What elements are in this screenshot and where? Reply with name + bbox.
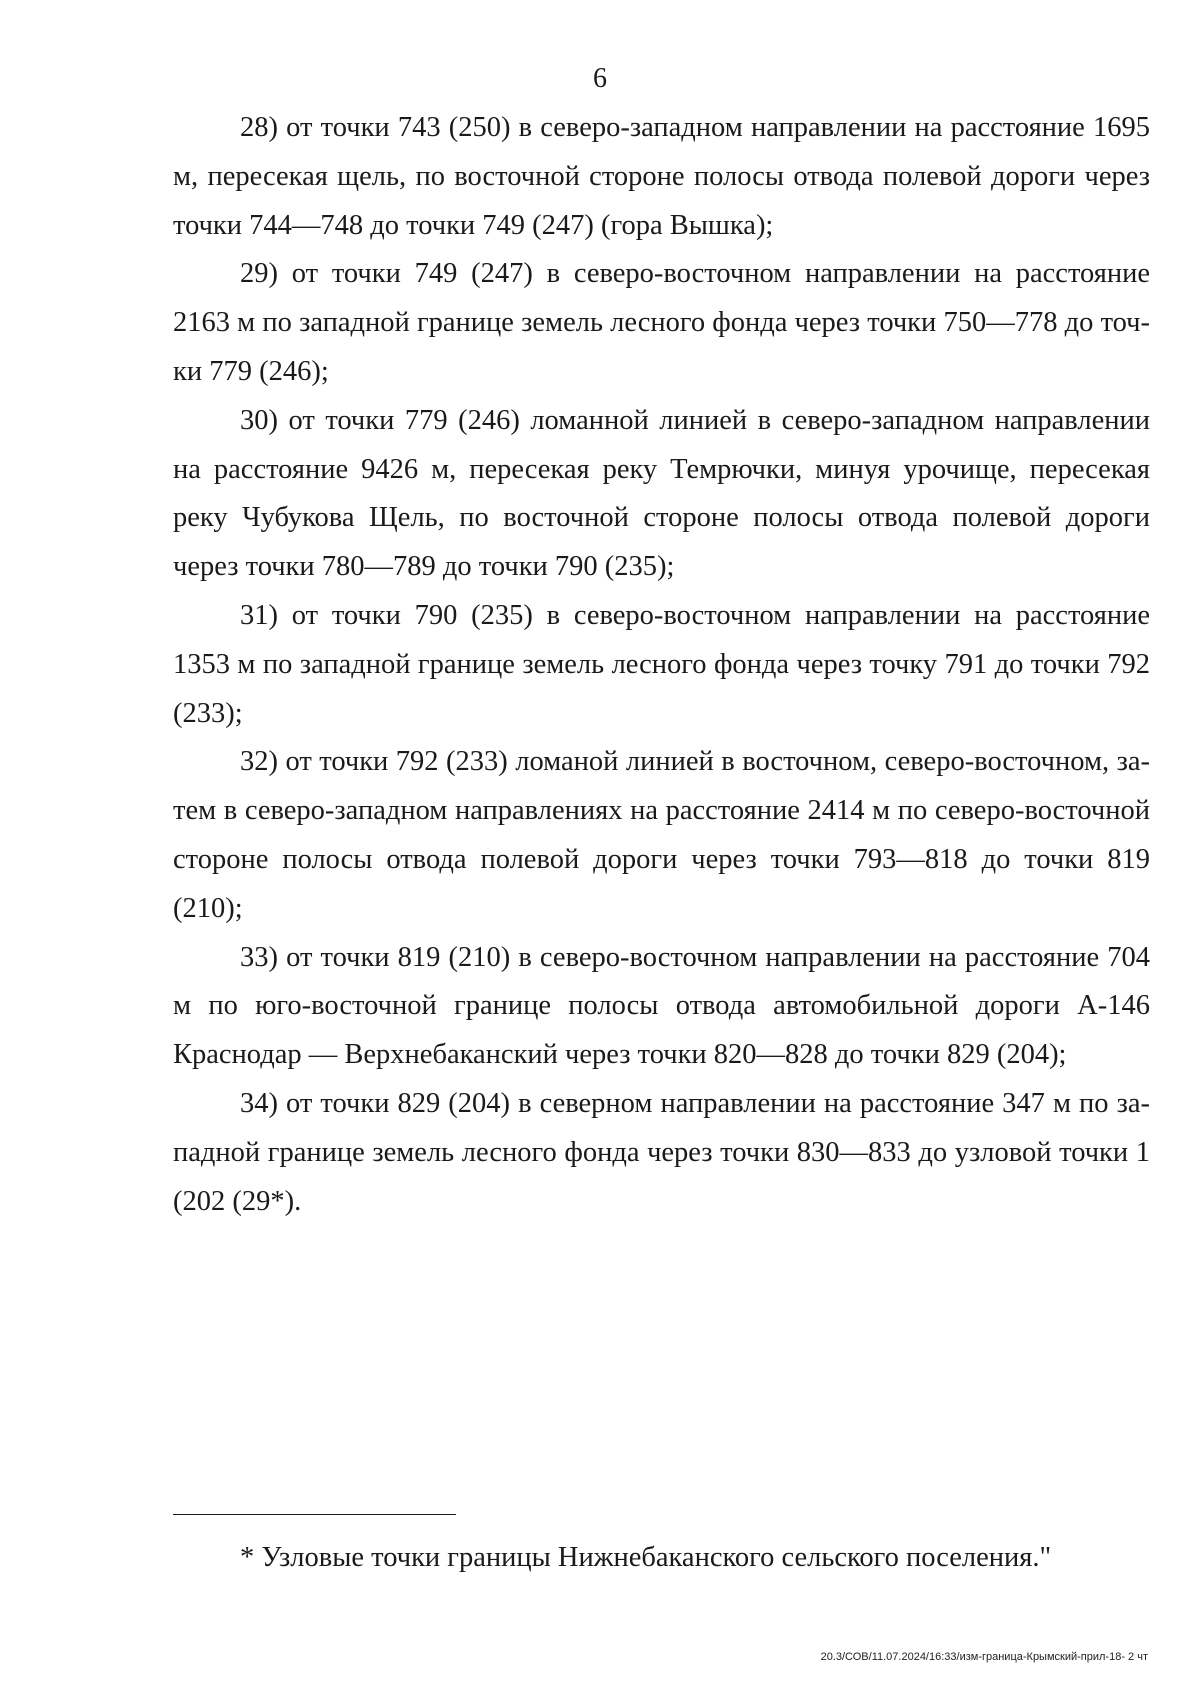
document-body — [173, 104, 1150, 1226]
paragraph-31: 31) от точки 790 (235) в северо-восточном направлении на расстояние 1353 м по западной границе земель лесного фонда через точку 791 до точки 792 (233); — [173, 599, 1150, 729]
footnote: * Узловые точки границы Нижнебаканского сельского поселения." — [240, 1542, 1052, 1573]
paragraph-28: 28) от точки 743 (250) в северо-западном направлении на расстояние 1695 м, пересекая щель, по восточной стороне полосы отвода полевой дороги через точки 744—748 до точки 749 (247) (гора Вышка); — [173, 112, 1150, 241]
paragraph-32: 32) от точки 792 (233) ломаной линией в восточном, северо-восточном, затем в северо-западном направлениях на расстояние 2414 м по северо-восточной стороне полосы отвода полевой дороги через точки 793—818 до точки 819 (210); — [173, 746, 1150, 924]
document-stamp: 20.3/СОВ/11.07.2024/16:33/изм-граница-Крымский-прил-18- 2 чт — [820, 1651, 1148, 1663]
paragraph-33: 33) от точки 819 (210) в северо-восточном направлении на расстояние 704 м по юго-восточной границе полосы отвода автомобильной дороги А-146 Краснодар — Верхнебаканский через точки 820—828 до точки 829 (204); — [173, 941, 1150, 1071]
footnote-separator — [173, 1514, 456, 1515]
page-number: 6 — [593, 63, 607, 94]
paragraph-30: 30) от точки 779 (246) ломанной линией в северо-западном направлении на расстояние 9426 м, пересекая реку Темрючки, минуя урочище, пересекая реку Чубукова Щель, по восточной стороне полосы отвода полевой дороги через точки 780—789 до точки 790 (235); — [173, 404, 1150, 583]
paragraph-34: 34) от точки 829 (204) в северном направлении на расстояние 347 м по западной границе земель лесного фонда через точки 830—833 до узловой точки 1 (202 (29*). — [173, 1087, 1150, 1217]
paragraph-29: 29) от точки 749 (247) в северо-восточном направлении на расстояние 2163 м по западной границе земель лесного фонда через точки 750—778 до точки 779 (246); — [173, 258, 1150, 387]
